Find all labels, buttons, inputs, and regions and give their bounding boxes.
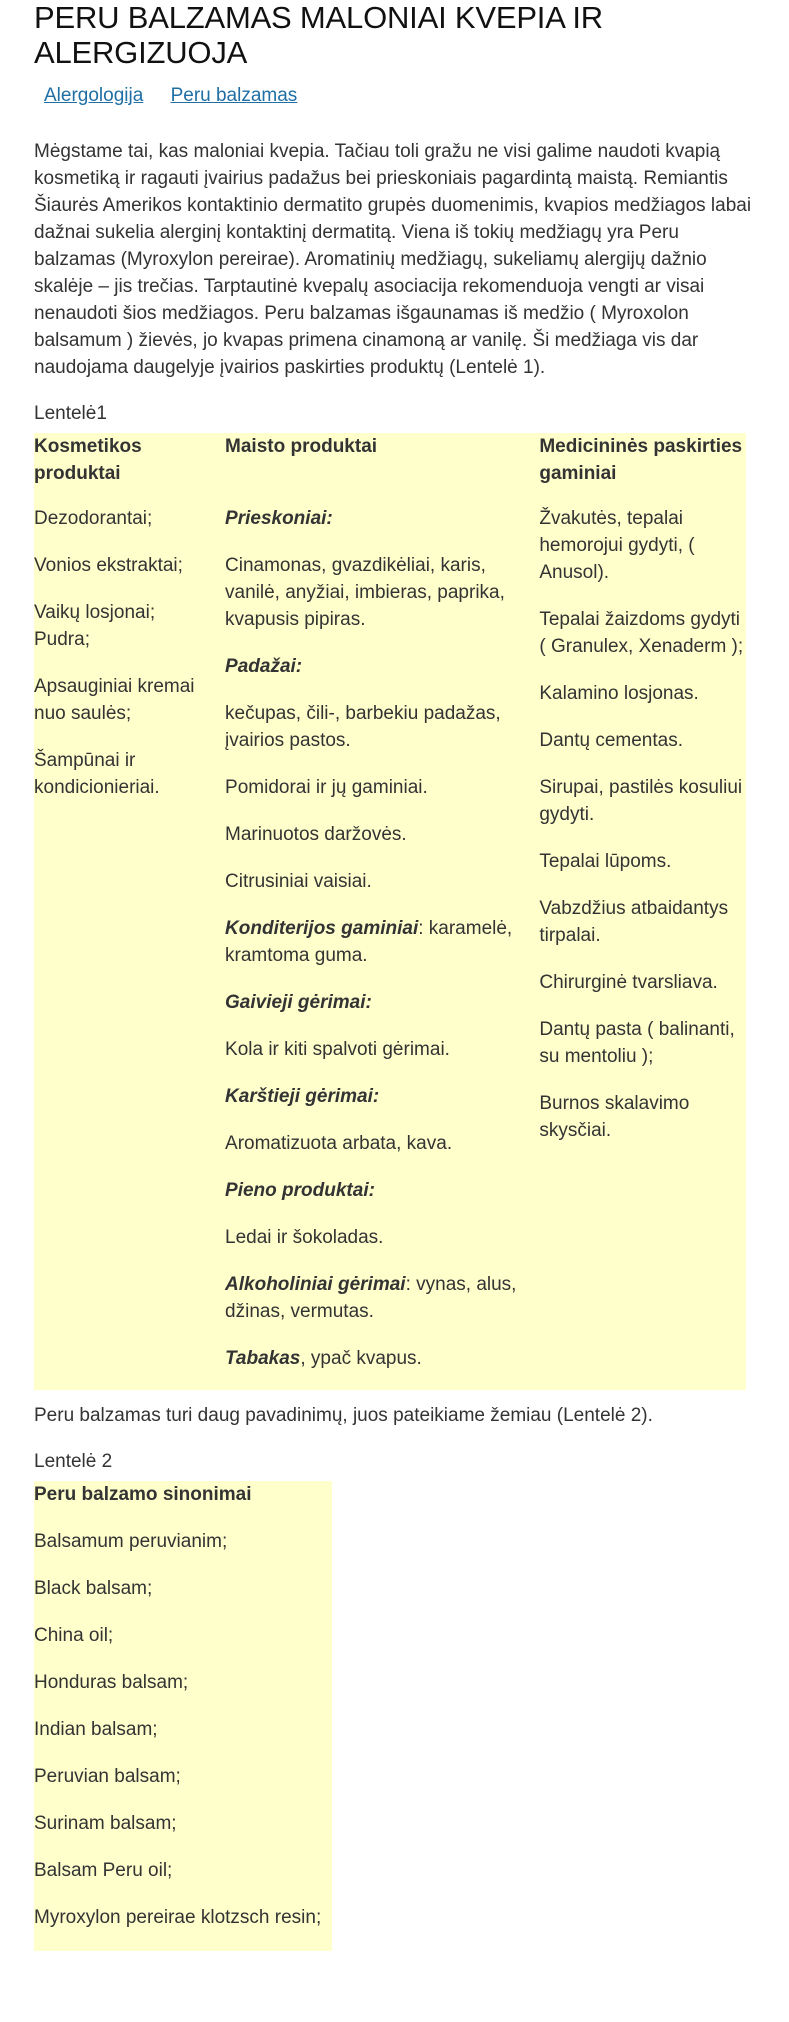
tag-list: [34, 84, 755, 108]
table-row: [34, 505, 746, 1390]
list-item: Apsauginiai kremai nuo saulės;: [34, 676, 195, 724]
table-row: [34, 1528, 332, 1951]
list-item: Dantų pasta ( balinanti, su mentoliu );: [539, 1019, 735, 1067]
list-item: Pomidorai ir jų gaminiai.: [225, 777, 428, 798]
list-item: Dantų cementas.: [539, 730, 683, 751]
cosmetics-cell: [34, 505, 225, 1390]
list-item: Aromatizuota arbata, kava.: [225, 1133, 453, 1154]
page-title: PERU BALZAMAS MALONIAI KVEPIA IR ALERGIZUOJA: [34, 0, 603, 70]
list-item: Dezodorantai;: [34, 508, 153, 529]
list-item: Chirurginė tvarsliava.: [539, 972, 718, 993]
list-item: Karštieji gėrimai:: [225, 1086, 380, 1107]
list-item: Gaivieji gėrimai:: [225, 992, 372, 1013]
list-item: Indian balsam;: [34, 1719, 158, 1740]
table2-caption: Lentelė 2: [34, 1451, 113, 1472]
list-item: Kalamino losjonas.: [539, 683, 699, 704]
list-item: Sirupai, pastilės kosuliui gydyti.: [539, 777, 743, 825]
list-item: Marinuotos daržovės.: [225, 824, 407, 845]
list-item: Peruvian balsam;: [34, 1766, 181, 1787]
list-item: Balsam Peru oil;: [34, 1860, 173, 1881]
table-header-row: [34, 433, 746, 505]
header-cosmetics: Kosmetikos produktai: [34, 436, 142, 484]
table1-caption: Lentelė1: [34, 403, 107, 424]
list-item: Cinamonas, gvazdikėliai, karis, vanilė, anyžiai, imbieras, paprika, kvapusis pipiras.: [225, 555, 505, 630]
table-header-row: [34, 1481, 332, 1528]
list-item: Padažai:: [225, 656, 303, 677]
products-table: [34, 433, 746, 1390]
list-item: Alkoholiniai gėrimai: vynas, alus, džinas, vermutas.: [225, 1274, 517, 1322]
list-item: Vonios ekstraktai;: [34, 555, 183, 576]
list-item: Myroxylon pereirae klotzsch resin;: [34, 1907, 322, 1928]
list-item: Ledai ir šokoladas.: [225, 1227, 384, 1248]
list-item: kečupas, čili-, barbekiu padažas, įvairios pastos.: [225, 703, 501, 751]
header-synonyms: Peru balzamo sinonimai: [34, 1484, 252, 1505]
list-item: Konditerijos gaminiai: karamelė, kramtoma guma.: [225, 918, 513, 966]
tag-link-alergologija[interactable]: Alergologija: [44, 85, 144, 106]
list-item: Kola ir kiti spalvoti gėrimai.: [225, 1039, 450, 1060]
list-item: Honduras balsam;: [34, 1672, 189, 1693]
list-item: Tepalai žaizdoms gydyti ( Granulex, Xenaderm );: [539, 609, 744, 657]
list-item: Pieno produktai:: [225, 1180, 375, 1201]
list-item: Tabakas, ypač kvapus.: [225, 1348, 422, 1369]
list-item: Šampūnai ir kondicionieriai.: [34, 750, 160, 798]
list-item: Žvakutės, tepalai hemorojui gydyti, ( Anusol).: [539, 508, 695, 583]
list-item: Vaikų losjonai;: [34, 602, 156, 623]
tag-link-peru-balzamas[interactable]: Peru balzamas: [170, 85, 298, 106]
list-item: Balsamum peruvianim;: [34, 1531, 228, 1552]
list-item: Pudra;: [34, 629, 90, 650]
list-item: Prieskoniai:: [225, 508, 333, 529]
synonyms-intro: Peru balzamas turi daug pavadinimų, juos pateikiame žemiau (Lentelė 2).: [34, 1405, 653, 1426]
list-item: Citrusiniai vaisiai.: [225, 871, 372, 892]
list-item: China oil;: [34, 1625, 114, 1646]
intro-paragraph: Mėgstame tai, kas maloniai kvepia. Tačiau toli gražu ne visi galime naudoti kvapią kosmetiką ir ragauti įvairius padažus bei prieskoniais pagardintą maistą. Remiantis Šiaurės Amerikos kontaktinio dermatito grupės duomenimis, kvapios medžiagos labai dažnai sukelia alerginį kontaktinį dermatitą. Viena iš tokių medžiagų yra Peru balzamas (Myroxylon pereirae). Aromatinių medžiagų, sukeliamų alergijų dažnio skalėje – jis trečias. Tarptautinė kvepalų asociacija rekomenduoja vengti ar visai nenaudoti šios medžiagos. Peru balzamas išgaunamas iš medžio ( Myroxolon balsamum ) žievės, jo kvapas primena cinamoną ar vanilę. Ši medžiaga vis dar naudojama daugelyje įvairios paskirties produktų (Lentelė 1).: [34, 141, 752, 378]
header-food: Maisto produktai: [225, 436, 378, 457]
synonyms-table: [34, 1481, 332, 1951]
header-medical: Medicininės paskirties gaminiai: [539, 436, 743, 484]
list-item: Tepalai lūpoms.: [539, 851, 672, 872]
list-item: Burnos skalavimo skysčiai.: [539, 1093, 690, 1141]
list-item: Vabzdžius atbaidantys tirpalai.: [539, 898, 729, 946]
food-cell: [225, 505, 539, 1390]
synonyms-cell: [34, 1528, 332, 1951]
list-item: Black balsam;: [34, 1578, 153, 1599]
medical-cell: [539, 505, 746, 1390]
list-item: Surinam balsam;: [34, 1813, 177, 1834]
